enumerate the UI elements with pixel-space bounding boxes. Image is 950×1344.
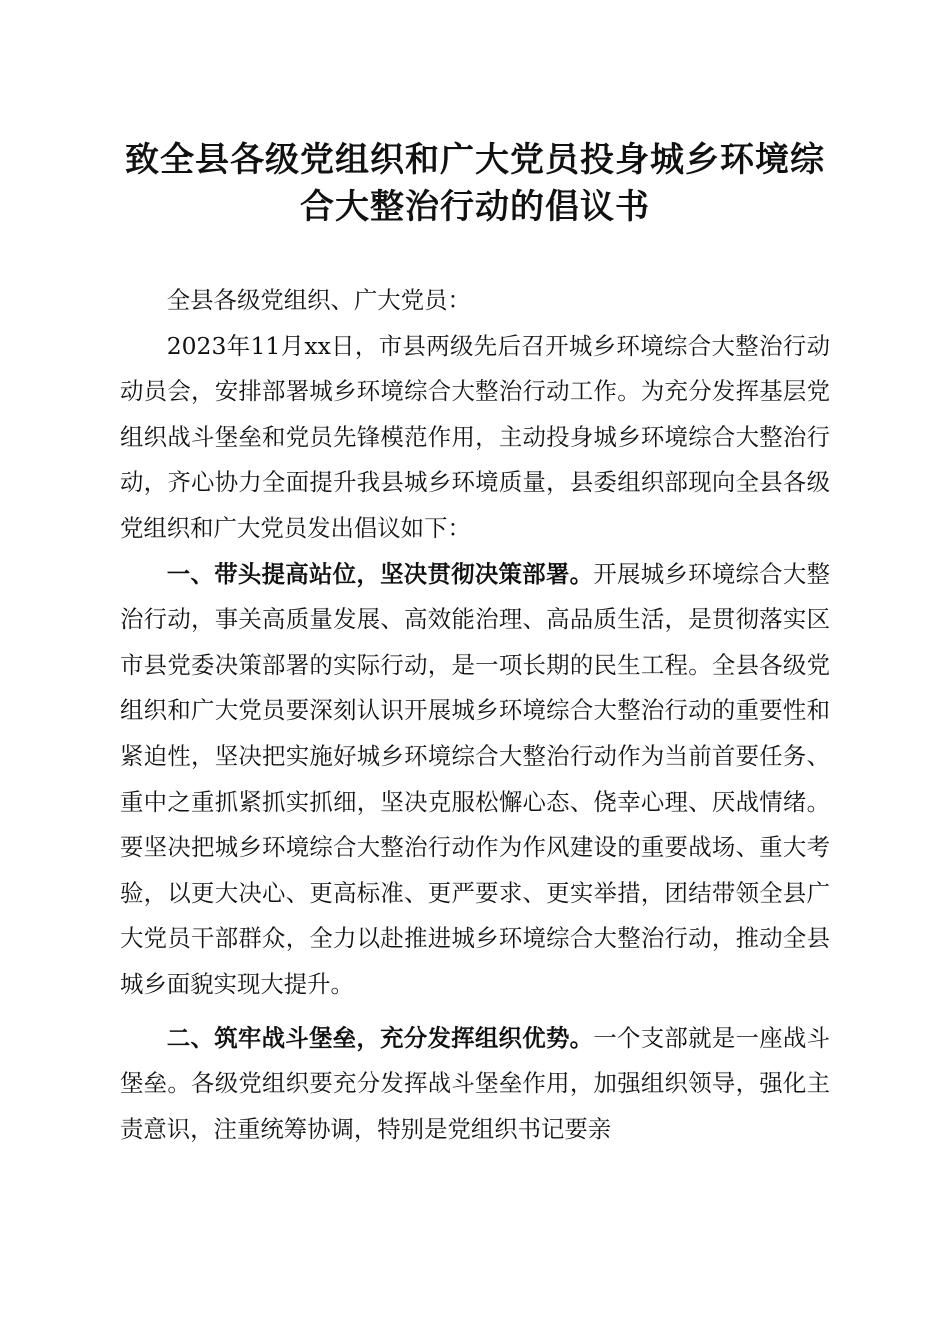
section-2-text: 一个支部就是一座战斗堡垒。各级党组织要充分发挥战斗堡垒作用，加强组织领导，强化主责意识，注重统筹协调，特别是党组织书记要亲 [120, 1023, 831, 1143]
section-1-heading: 一、带头提高站位，坚决贯彻决策部署。 [166, 559, 594, 588]
section-2-paragraph [120, 1016, 830, 1153]
document-title-line-1: 致全县各级党组织和广大党员投身城乡环境综 [125, 140, 825, 180]
salutation: 全县各级党组织、广大党员： [166, 286, 471, 314]
intro-paragraph: 2023年11月xx日，市县两级先后召开城乡环境综合大整治行动动员会，安排部署城乡环境综合大整治行动工作。为充分发挥基层党组织战斗堡垒和党员先锋模范作用，主动投身城乡环境综合大整治行动，齐心协力全面提升我县城乡环境质量，县委组织部现向全县各级党组织和广大党员发出倡议如下： [120, 331, 830, 542]
document-title-line-2: 合大整治行动的倡议书 [300, 187, 650, 227]
section-1-text: 开展城乡环境综合大整治行动，事关高质量发展、高效能治理、高品质生活，是贯彻落实区市县党委决策部署的实际行动，是一项长期的民生工程。全县各级党组织和广大党员要深刻认识开展城乡环境综合大整治行动的重要性和紧迫性，坚决把实施好城乡环境综合大整治行动作为当前首要任务、重中之重抓紧抓实抓细，坚决克服松懈心态、侥幸心理、厌战情绪。要坚决把城乡环境综合大整治行动作为作风建设的重要战场、重大考验，以更大决心、更高标准、更严要求、更实举措，团结带领全县广大党员干部群众，全力以赴推进城乡环境综合大整治行动，推动全县城乡面貌实现大提升。 [120, 559, 831, 998]
section-2-heading: 二、筑牢战斗堡垒，充分发挥组织优势。 [166, 1023, 594, 1052]
section-1-paragraph [120, 552, 830, 1008]
document-body [120, 278, 830, 1152]
